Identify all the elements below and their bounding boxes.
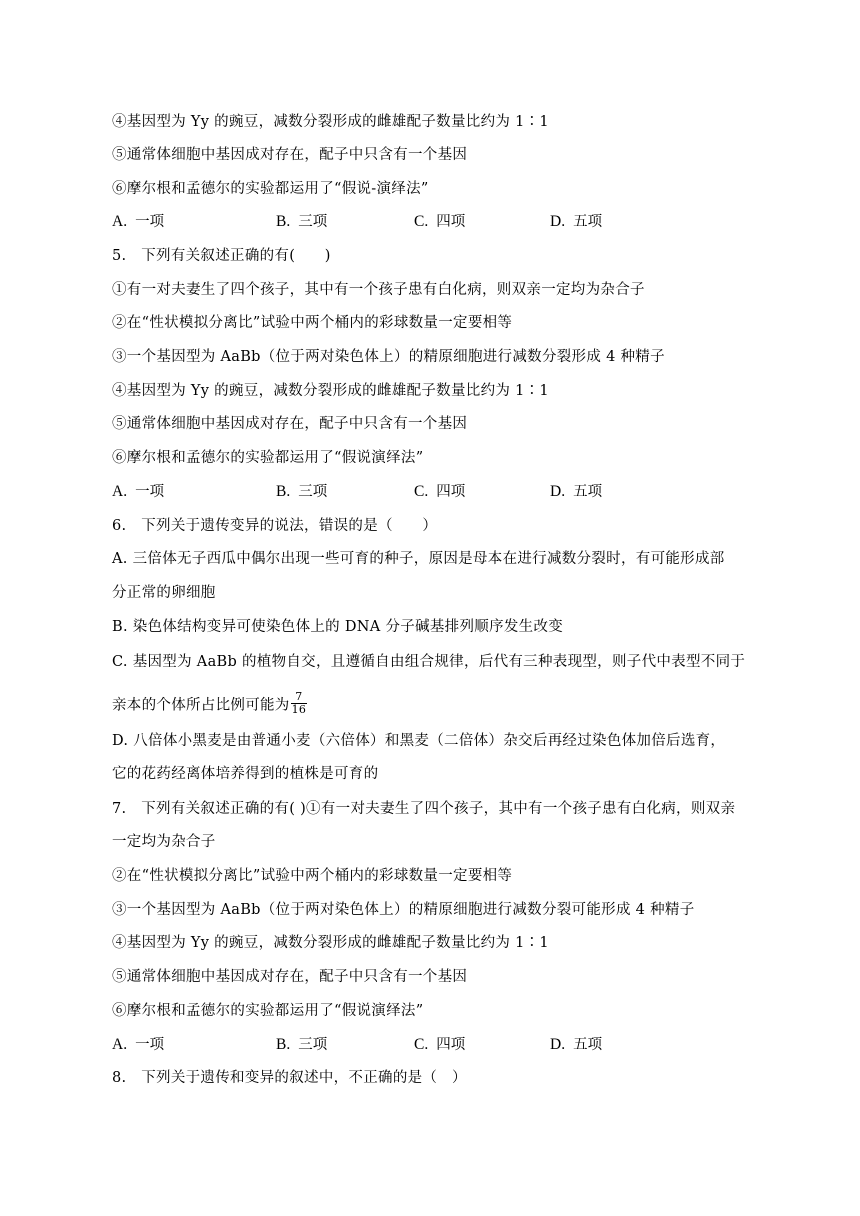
statement-4: ④基因型为 Yy 的豌豆，减数分裂形成的雌雄配子数量比约为 1∶1 xyxy=(112,114,549,130)
q6-option-c-line-1: C. 基因型为 AaBb 的植物自交，且遵循自由组合规律，后代有三种表现型，则子代中表型不同于 xyxy=(112,654,746,670)
statement-6: ⑥摩尔根和孟德尔的实验都运用了“假说-演绎法” xyxy=(112,181,429,197)
option-b: B. 三项 xyxy=(276,1036,328,1053)
question-7-title: 7. 下列有关叙述正确的有( )①有一对夫妻生了四个孩子，其中有一个孩子患有白化病，则双亲 xyxy=(112,801,736,817)
question-6-title: 6. 下列关于遗传变异的说法，错误的是（ ） xyxy=(112,518,438,534)
q5-statement-5: ⑤通常体细胞中基因成对存在，配子中只含有一个基因 xyxy=(112,416,468,432)
q6-option-a-line-2: 分正常的卵细胞 xyxy=(112,585,216,601)
answer-options-q7 xyxy=(112,1035,752,1055)
q5-statement-4: ④基因型为 Yy 的豌豆，减数分裂形成的雌雄配子数量比约为 1∶1 xyxy=(112,383,549,399)
option-a: A. 一项 xyxy=(112,1036,165,1053)
q5-statement-6: ⑥摩尔根和孟德尔的实验都运用了“假说演绎法” xyxy=(112,450,424,466)
q7-line-2: 一定均为杂合子 xyxy=(112,834,216,850)
q6-option-c-line-2 xyxy=(112,690,307,718)
q5-statement-1: ①有一对夫妻生了四个孩子，其中有一个孩子患有白化病，则双亲一定均为杂合子 xyxy=(112,282,645,298)
option-c: C. 四项 xyxy=(414,483,466,500)
fraction xyxy=(291,691,308,716)
q7-statement-2: ②在“性状模拟分离比”试验中两个桶内的彩球数量一定要相等 xyxy=(112,868,513,884)
q5-statement-3: ③一个基因型为 AaBb（位于两对染色体上）的精原细胞进行减数分裂形成 4 种精子 xyxy=(112,349,665,365)
q6-option-b: B. 染色体结构变异可使染色体上的 DNA 分子碱基排列顺序发生改变 xyxy=(112,619,564,635)
option-d: D. 五项 xyxy=(550,483,603,500)
q7-statement-4: ④基因型为 Yy 的豌豆，减数分裂形成的雌雄配子数量比约为 1∶1 xyxy=(112,935,549,951)
q7-statement-5: ⑤通常体细胞中基因成对存在，配子中只含有一个基因 xyxy=(112,969,468,985)
option-b: B. 三项 xyxy=(276,213,328,230)
q5-statement-2: ②在“性状模拟分离比”试验中两个桶内的彩球数量一定要相等 xyxy=(112,315,513,331)
fraction-denominator: 16 xyxy=(291,703,307,716)
q6-option-a-line-1: A. 三倍体无子西瓜中偶尔出现一些可育的种子，原因是母本在进行减数分裂时，有可能形成部 xyxy=(112,551,725,567)
option-b: B. 三项 xyxy=(276,483,328,500)
option-c: C. 四项 xyxy=(414,213,466,230)
option-d: D. 五项 xyxy=(550,1036,603,1053)
q6-option-c-text: 亲本的个体所占比例可能为 xyxy=(112,697,290,714)
q7-statement-6: ⑥摩尔根和孟德尔的实验都运用了“假说演绎法” xyxy=(112,1003,424,1019)
question-8-title: 8. 下列关于遗传和变异的叙述中，不正确的是（ ） xyxy=(112,1070,467,1086)
q6-option-d-line-2: 它的花药经离体培养得到的植株是可育的 xyxy=(112,766,379,782)
option-d: D. 五项 xyxy=(550,213,603,230)
fraction-numerator: 7 xyxy=(291,691,308,704)
option-a: A. 一项 xyxy=(112,213,165,230)
answer-options-q4 xyxy=(112,212,752,232)
q6-option-d-line-1: D. 八倍体小黑麦是由普通小麦（六倍体）和黑麦（二倍体）杂交后再经过染色体加倍后选育， xyxy=(112,733,726,749)
option-a: A. 一项 xyxy=(112,483,165,500)
question-5-title: 5. 下列有关叙述正确的有( ) xyxy=(112,248,331,264)
statement-5: ⑤通常体细胞中基因成对存在，配子中只含有一个基因 xyxy=(112,147,468,163)
option-c: C. 四项 xyxy=(414,1036,466,1053)
answer-options-q5 xyxy=(112,482,752,502)
q7-statement-3: ③一个基因型为 AaBb（位于两对染色体上）的精原细胞进行减数分裂可能形成 4 种精子 xyxy=(112,902,695,918)
